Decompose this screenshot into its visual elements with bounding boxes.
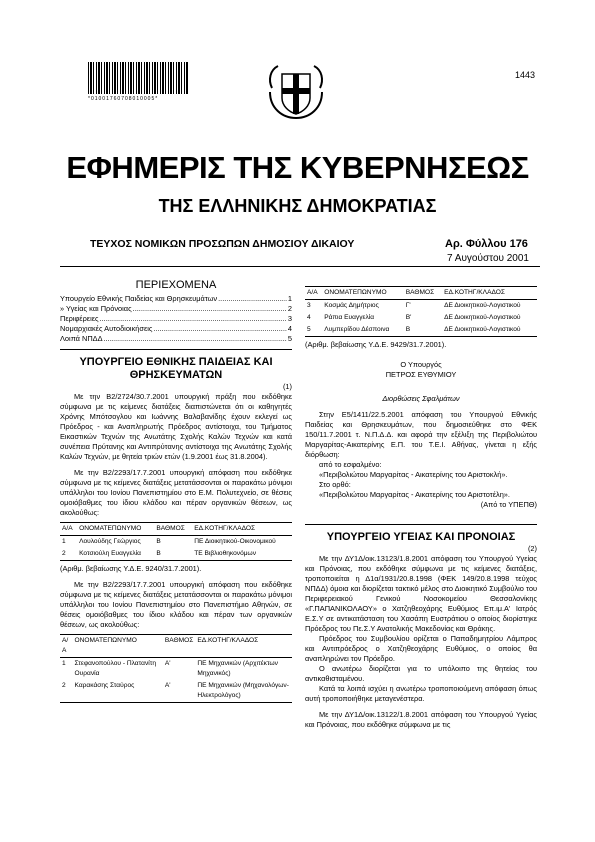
section-heading-education: ΥΠΟΥΡΓΕΙΟ ΕΘΝΙΚΗΣ ΠΑΙΔΕΙΑΣ ΚΑΙ ΘΡΗΣΚΕΥΜΑΤΩΝ [79, 356, 273, 381]
barcode [88, 62, 188, 94]
paragraph: Με την ΔΥ1Δ/οικ.13122/1.8.2001 απόφαση του Υπουργού Υγείας και Πρόνοιας, που εκδόθηκε σύμφωνα με τις [305, 710, 537, 729]
table-header: ΟΝΟΜΑΤΕΠΩΝΥΜΟ [77, 523, 154, 536]
transfer-table-continued [305, 286, 537, 337]
verification-note: (Αριθμ. βεβαίωσης Υ.Δ.Ε. 9429/31.7.2001). [305, 340, 447, 349]
correction-source: (Από το ΥΠΕΠΘ) [480, 500, 537, 509]
gazette-series: ΤΕΥΧΟΣ ΝΟΜΙΚΩΝ ΠΡΟΣΩΠΩΝ ΔΗΜΟΣΙΟΥ ΔΙΚΑΙΟΥ [90, 238, 355, 250]
toc-item[interactable]: Περιφέρειες ..... 3 [60, 314, 292, 324]
decision-number: (2) [527, 544, 537, 553]
paragraph: Με την Β2/2724/30.7.2001 υπουργική πράξη που εκδόθηκε σύμφωνα με τις κείμενες διατάξεις διαπιστώνεται ότι οι καθηγητές Χρόνης Μπότσογλου και Ιωάννης Βαλαβανίδης έχουν εκλεγεί ως Πρόεδρος - και Αναπληρωτής Πρόεδρος αντίστοιχα, του Τμήματος Εικαστικών Τεχνών της Ανωτάτης Σχολής Καλών Τεχνών και κατά συνέπεια Πρύτανης και Αντιπρύτανης αντίστοιχα της Ανωτάτης Σχολής Καλών Τεχνών, με θητεία τριών ετών (1.9.2001 έως 31.8.2004). [60, 392, 292, 461]
toc-item[interactable]: Υπουργείο Εθνικής Παιδείας και Θρησκευμάτων ..... 1 [60, 294, 292, 304]
table-header: ΟΝΟΜΑΤΕΠΩΝΥΜΟ [322, 287, 403, 300]
table-header: ΟΝΟΜΑΤΕΠΩΝΥΜΟ [73, 635, 163, 658]
table-header: ΒΑΘΜΟΣ [163, 635, 195, 658]
toc-list [60, 294, 292, 344]
signer-role: Ο Υπουργός [400, 360, 442, 369]
paragraph: Πρόεδρος του Συμβουλίου ορίζεται ο Παπαδημητρίου Λάμπρος και Αντιπρόεδρος ο Χατζηθεοχάρης Ευθύμιος, ο οποίος θα αναπληρώνει τον Πρόεδρο. [305, 634, 537, 663]
paragraph: Κατά τα λοιπά ισχύει η ανωτέρω τροποποιούμενη απόφαση όπως αυτή τροποποιήθηκε μεταγενέστερα. [305, 684, 537, 703]
table-row: 5 Λυμπερίδου Δέσποινα Β ΔΕ Διοικητικού-Λογιστικού [305, 324, 537, 337]
table-header: ΒΑΘΜΟΣ [404, 287, 442, 300]
paragraph: Με την ΔΥ1Δ/οικ.13123/1.8.2001 απόφαση του Υπουργού Υγείας και Πρόνοιας, που εκδόθηκε σύμφωνα με τις κείμενες διατάξεις, τροποποιείται η Δ1α/1931/20.8.1998 (ΦΕΚ 149/20.8.1998 τεύχος ΝΠΔΔ) όμοια και διορίζεται τακτικό μέλος στο Διοικητικό Συμβούλιο του Περιφερειακού Γενικού Νοσοκομείου Θεσσαλονίκης «Γ.ΠΑΠΑΝΙΚΟΛΑΟΥ» ο Χατζηθεοχάρης Ευθύμιος Επ.ιμ.Α' Ιατρός Ε.Σ.Υ σε αντικατάσταση του Χασάπη Ευστράτιου ο οποίος διορίστηκε Πρόεδρος του Πε.Σ.Υ Ανατολικής Μακεδονίας και Θράκης. [305, 554, 537, 633]
correction-wrong-text: «Περιβολιώτου Μαργαρίτας - Αικατερίνης του Αριστοκλή». [319, 470, 508, 479]
table-header: Α/Α [60, 523, 77, 536]
table-row: 1 Στεφανοπούλου - Πλατανίτη Ουρανία Α' ΠΕ Μηχανικών (Αρχιτέκτων Μηχανικός) [62, 660, 278, 677]
toc-item[interactable]: » Υγείας και Πρόνοιας ..... 2 [60, 304, 292, 314]
table-header: Α/Α [60, 635, 73, 658]
left-column [60, 270, 292, 703]
correction-wrong-label: από το εσφαλμένο: [319, 460, 382, 469]
table-header: ΕΔ.ΚΟΤΗΓ/ΚΛΑΔΟΣ [192, 523, 292, 536]
table-row: 2 Κοτσιούλη Ευαγγελία Β ΤΕ Βιβλιοθηκονόμων [60, 548, 292, 561]
right-column [305, 286, 537, 730]
page-number: 1443 [514, 70, 535, 80]
paragraph: Ο ανωτέρω διορίζεται για το υπόλοιπο της θητείας του αντικαθισταμένου. [305, 664, 537, 683]
decision-number: (1) [282, 382, 292, 391]
table-header: ΒΑΘΜΟΣ [154, 523, 192, 536]
table-row: 4 Ράπια Ευαγγελία Β' ΔΕ Διοικητικού-Λογιστικού [307, 314, 521, 321]
gazette-title: ΕΦΗΜΕΡΙΣ ΤΗΣ ΚΥΒΕΡΝΗΣΕΩΣ [66, 150, 529, 185]
barcode-text: *01001760708010005* [88, 96, 159, 102]
toc-item[interactable]: Λοιπά ΝΠΔΔ ..... 5 [60, 334, 292, 344]
issue-date: 7 Αυγούστου 2001 [447, 253, 529, 264]
paragraph: Με την Β2/2293/17.7.2001 υπουργική απόφαση που εκδόθηκε σύμφωνα με τις κείμενες διατάξεις μετατάσσονται οι παρακάτω μόνιμοι υπάλληλοι του Ιονίου Πανεπιστημίου στο Ε.Μ. Πολυτεχνείο, σε θέσεις ομοιόβαθμες του ίδιου κλάδου και πέραν οργανικών θέσεων, ως ακολούθως: [60, 468, 292, 517]
transfer-table [60, 634, 292, 703]
table-row: 3 Κοσμάς Δημήτριος Γ' ΔΕ Διοικητικού-Λογιστικού [307, 302, 521, 309]
correction-right-text: «Περιβολιώτου Μαργαρίτας - Αικατερίνης του Αριστοτέλη». [319, 490, 510, 499]
corrections-heading: Διορθώσεις Σφαλμάτων [382, 394, 460, 403]
transfer-table [60, 522, 292, 561]
section-heading-health: ΥΠΟΥΡΓΕΙΟ ΥΓΕΙΑΣ ΚΑΙ ΠΡΟΝΟΙΑΣ [326, 531, 516, 543]
paragraph: Με την Β2/2293/17.7.2001 υπουργική απόφαση που εκδόθηκε σύμφωνα με τις κείμενες διατάξεις μετατάσσονται οι παρακάτω μόνιμοι υπάλληλοι του Ιονίου Πανεπιστημίου στο Πανεπιστήμιο Αθηνών, σε θέσεις ομοιόβαθμες του ίδιου κλάδου και πέραν των οργανικών θέσεων, ως ακολούθως: [60, 580, 292, 629]
correction-right-label: Στο ορθό: [319, 480, 351, 489]
table-header: Α/Α [305, 287, 322, 300]
table-header: ΕΔ.ΚΟΤΗΓ/ΚΛΑΔΟΣ [195, 635, 292, 658]
coat-of-arms-icon [266, 62, 326, 122]
verification-note: (Αριθμ. βεβαίωσης Υ.Δ.Ε. 9240/31.7.2001). [60, 564, 202, 573]
toc-heading: ΠΕΡΙΕΧΟΜΕΝΑ [135, 279, 217, 291]
table-header: ΕΔ.ΚΟΤΗΓ/ΚΛΑΔΟΣ [442, 287, 537, 300]
table-row: 2 Καρακάσης Σταύρος Α' ΠΕ Μηχανικών (Μηχανολόγων-Ηλεκτρολόγος) [60, 680, 292, 703]
signer-name: ΠΕΤΡΟΣ ΕΥΘΥΜΙΟΥ [385, 370, 457, 379]
paragraph: Στην Ε5/1411/22.5.2001 απόφαση του Υπουργού Εθνικής Παιδείας και Θρησκευμάτων, που δημοσιεύθηκε στο ΦΕΚ 150/11.7.2001 τ. Ν.Π.Δ.Δ. και αφορά την εξέλιξη της Περιβολιώτου Μαργαρίτας-Αικατερίνης Ε.Π. του Τ.Ε.Ι. Αθήνας, γίνεται η εξής διόρθωση: [305, 410, 537, 459]
toc-item[interactable]: Νομαρχιακές Αυτοδιοικήσεις ..... 4 [60, 324, 292, 334]
issue-number: Αρ. Φύλλου 176 [445, 238, 528, 250]
toc-divider [60, 349, 292, 350]
gazette-subtitle: ΤΗΣ ΕΛΛΗΝΙΚΗΣ ΔΗΜΟΚΡΑΤΙΑΣ [158, 196, 437, 216]
section-divider [305, 524, 537, 525]
table-row: 1 Λουλούδης Γεώργιος Β ΠΕ Διοικητικού-Οικονομικού [62, 538, 276, 545]
header-divider [60, 266, 540, 267]
